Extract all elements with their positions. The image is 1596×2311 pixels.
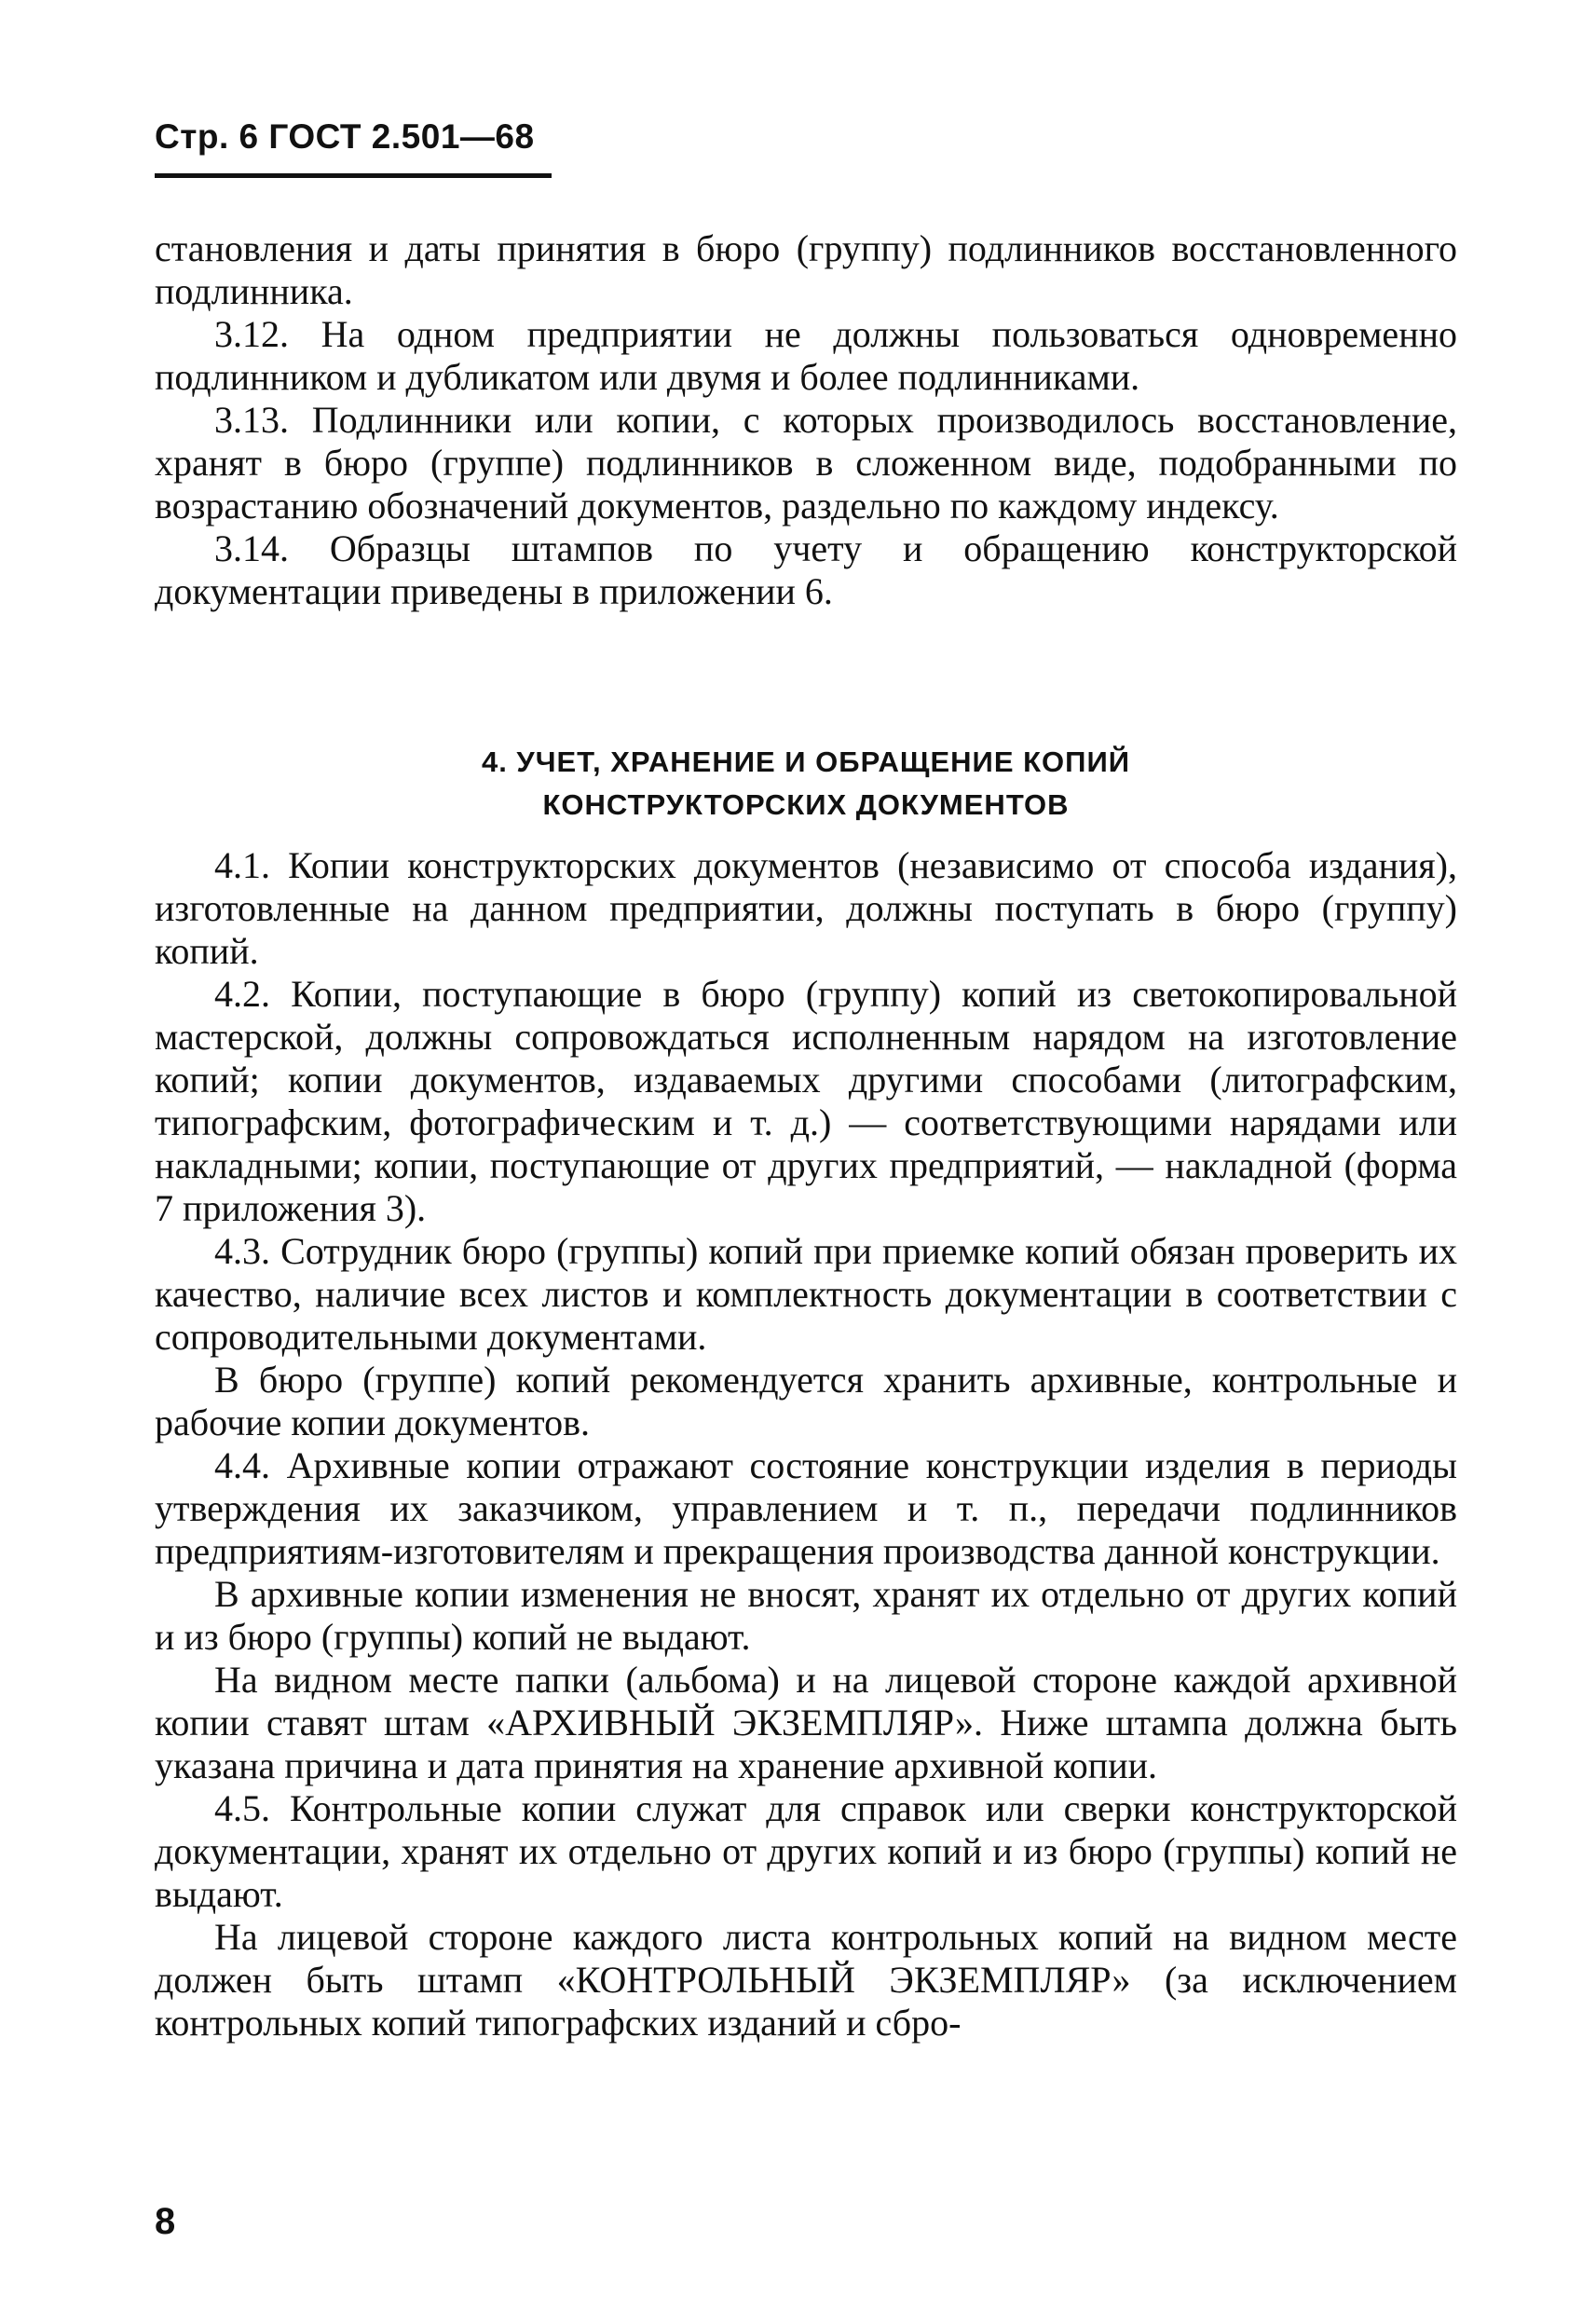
paragraph-4-2: 4.2. Копии, поступающие в бюро (группу) копий из светокопировальной мастерской, должны сопровождаться исполненным нарядом на изготовление копий; копии документов, издаваемых другими способами (литографским, типографским, фотографическим и т. д.) — соответствующими нарядами или накладными; копии, поступающие от других предприятий, — накладной (форма 7 приложения 3). bbox=[155, 973, 1457, 1229]
paragraph-archive-stamp: На видном месте папки (альбома) и на лицевой стороне каждой архивной копии ставят штам «АРХИВНЫЙ ЭКЗЕМПЛЯР». Ниже штампа должна быть указана причина и дата принятия на хранение архивной копии. bbox=[155, 1659, 1457, 1786]
section-4-heading-line-2: КОНСТРУКТОРСКИХ ДОКУМЕНТОВ bbox=[542, 788, 1070, 821]
paragraph-copies-storage: В бюро (группе) копий рекомендуется хранить архивные, контрольные и рабочие копии документов. bbox=[155, 1359, 1457, 1443]
paragraph-archive-no-changes: В архивные копии изменения не вносят, хранят их отдельно от других копий и из бюро (группы) копий не выдают. bbox=[155, 1573, 1457, 1658]
page-header: Стр. 6 ГОСТ 2.501—68 bbox=[155, 117, 535, 156]
header-divider bbox=[155, 173, 552, 178]
paragraph-3-14: 3.14. Образцы штампов по учету и обращению конструкторской документации приведены в приложении 6. bbox=[155, 527, 1457, 612]
paragraph-4-5: 4.5. Контрольные копии служат для справок или сверки конструкторской документации, хранят их отдельно от других копий и из бюро (группы) копий не выдают. bbox=[155, 1787, 1457, 1915]
paragraph-4-1: 4.1. Копии конструкторских документов (независимо от способа издания), изготовленные на данном предприятии, должны поступать в бюро (группу) копий. bbox=[155, 844, 1457, 972]
paragraph-3-13: 3.13. Подлинники или копии, с которых производилось восстановление, хранят в бюро (группе) подлинников в сложенном виде, подобранными по возрастанию обозначений документов, раздельно по каждому индексу. bbox=[155, 399, 1457, 526]
section-4-heading-line-1: 4. УЧЕТ, ХРАНЕНИЕ И ОБРАЩЕНИЕ КОПИЙ bbox=[481, 745, 1131, 778]
paragraph-4-4: 4.4. Архивные копии отражают состояние конструкции изделия в периоды утверждения их заказчиком, управлением и т. п., передачи подлинников предприятиям-изготовителям и прекращения производства данной конструкции. bbox=[155, 1444, 1457, 1572]
section-4-heading bbox=[155, 741, 1457, 827]
paragraph-4-3: 4.3. Сотрудник бюро (группы) копий при приемке копий обязан проверить их качество, наличие всех листов и комплектность документации в соответствии с сопроводительными документами. bbox=[155, 1230, 1457, 1358]
paragraph-control-stamp: На лицевой стороне каждого листа контрольных копий на видном месте должен быть штамп «КОНТРОЛЬНЫЙ ЭКЗЕМПЛЯР» (за исключением контрольных копий типографских изданий и сбро- bbox=[155, 1916, 1457, 2044]
section-4-body bbox=[155, 844, 1457, 2044]
page-number: 8 bbox=[155, 2201, 176, 2242]
paragraph-3-12: 3.12. На одном предприятии не должны пользоваться одновременно подлинником и дубликатом или двумя и более подлинниками. bbox=[155, 313, 1457, 398]
section-3-continuation bbox=[155, 227, 1457, 613]
paragraph-3-11-end: становления и даты принятия в бюро (группу) подлинников восстановленного подлинника. bbox=[155, 227, 1457, 312]
